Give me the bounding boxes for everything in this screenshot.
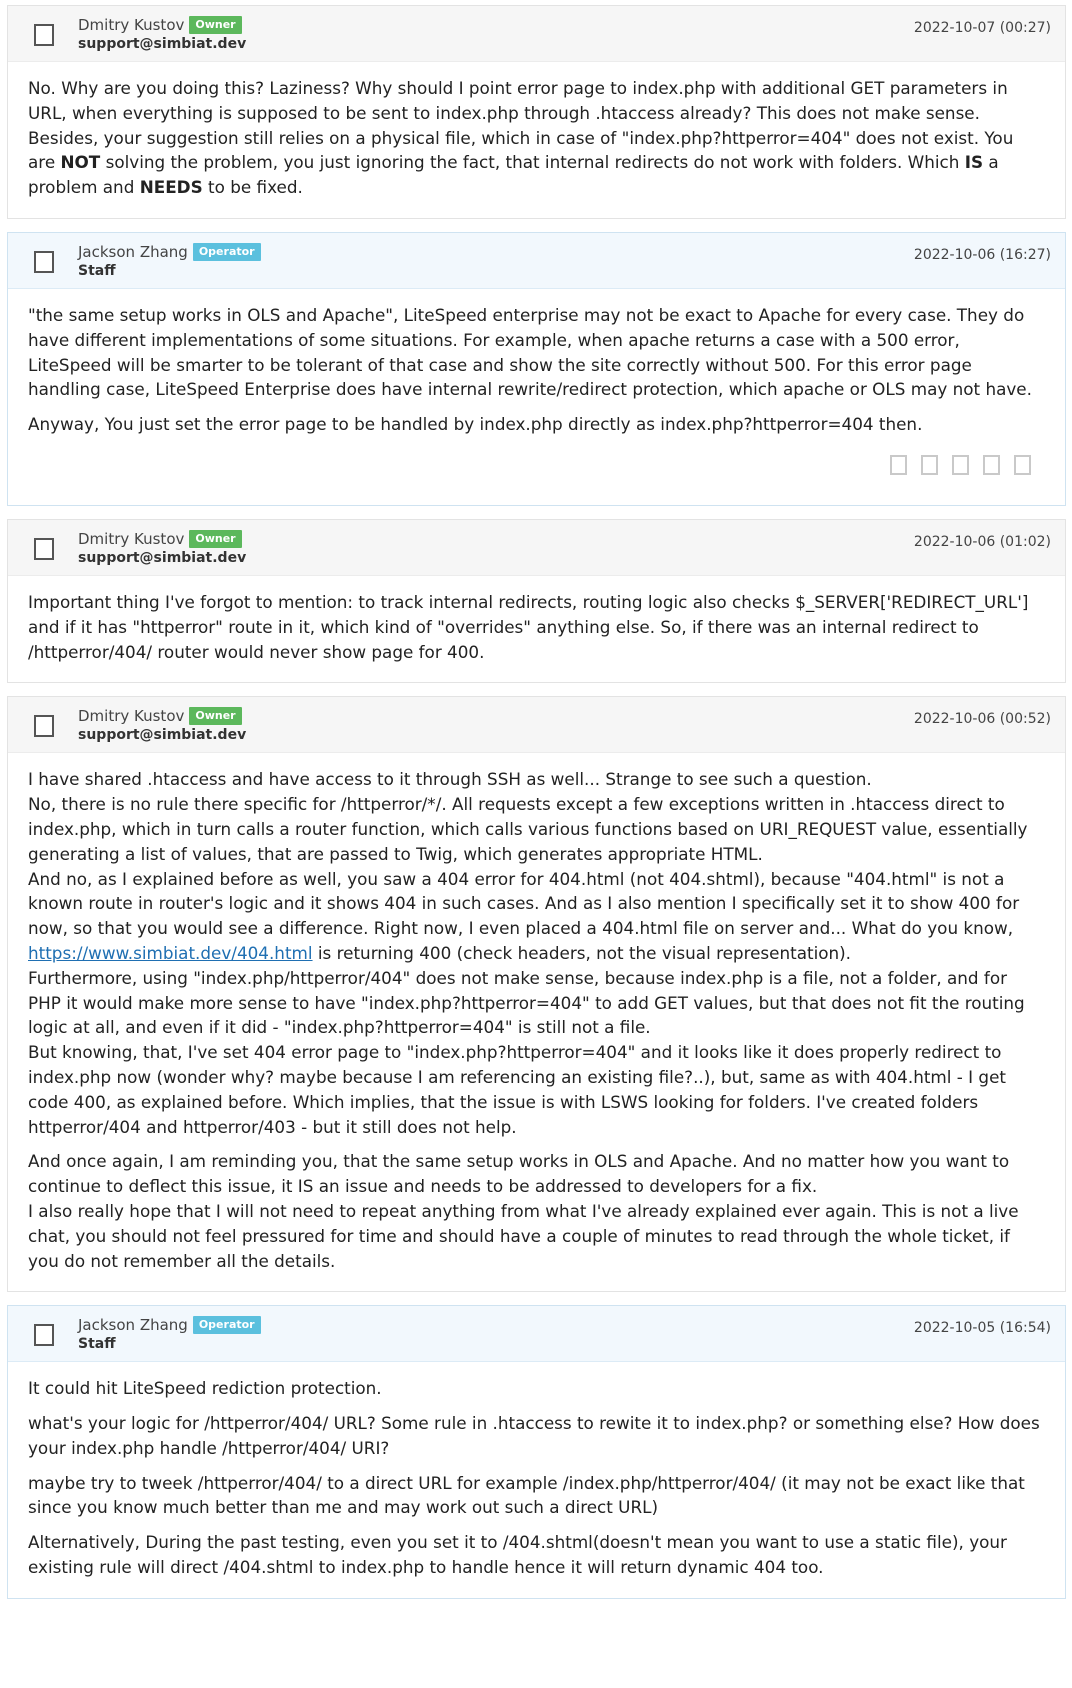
post-date: 2022-10-06 (16:27) [913, 246, 1051, 263]
post-date: 2022-10-06 (00:52) [913, 711, 1051, 728]
post [7, 696, 1066, 1292]
post-paragraph: Alternatively, During the past testing, even you set it to /404.shtml(doesn't mean you want to use a static file), your existing rule will direct /404.shtml to index.php to handle hence it will return dynamic 404 too. [28, 1532, 1007, 1578]
post-paragraph: It could hit LiteSpeed rediction protection. [28, 1378, 382, 1399]
post-date: 2022-10-06 (01:02) [913, 533, 1051, 550]
action-icon-5[interactable] [1014, 455, 1031, 475]
avatar [34, 1324, 54, 1346]
action-icon-3[interactable] [952, 455, 969, 475]
avatar [34, 715, 54, 737]
author-role: Staff [78, 1336, 116, 1353]
post-paragraph: Anyway, You just set the error page to be handled by index.php directly as index.php?httperror=404 then. [28, 414, 923, 435]
post-paragraph: "the same setup works in OLS and Apache", LiteSpeed enterprise may not be exact to Apache for every case. They do have different implementations of some situations. For example, when apache returns a case with a 500 error, LiteSpeed will be smarter to be tolerant of that case and show the site correctly without 500. For this error page handling case, LiteSpeed Enterprise does have internal rewrite/redirect protection, which apache or OLS may not have. [28, 304, 1032, 400]
post-header [8, 233, 1065, 289]
avatar [34, 538, 54, 560]
post-body [8, 1362, 1065, 1598]
action-icon-1[interactable] [890, 455, 907, 475]
post-body [8, 753, 1065, 1291]
author-name: Dmitry Kustov [78, 16, 185, 34]
avatar [34, 24, 54, 46]
author-name: Dmitry Kustov [78, 529, 185, 548]
post-body [8, 62, 1065, 218]
post-paragraph: I have shared .htaccess and have access to it through SSH as well... Strange to see such a question. No, there is no rule there specific for /httperror/*/. All requests except a few exceptions written in .htaccess direct to index.php, which in turn calls a router function, which calls various functions based on URI_REQUEST value, essentially generating a list of values, that are passed to Twig, which generates appropriate HTML. And no, as I explained before as well, you saw a 404 error for 404.html (not 404.shtml), because "404.html" is not a known route in router's logic and it shows 404 in such cases. And as I also mention I specifically set it to show 400 for now, so that you would see a difference. Right now, I even placed a 404.html file on server and... What do you know, https://www.simbiat.dev/404.html is returning 400 (check headers, not the visual representation). Furthermore, using "index.php/httperror/404" does not make sense, because index.php is a file, not a folder, and for PHP it would make more sense to have "index.php?httperror=404" to add GET values, but that does not fit the routing logic at all, and even if it did - "index.php?httperror=404" is still not a file. But knowing, that, I've set 404 error page to "index.php?httperror=404" and it looks like it does properly redirect to index.php now (wonder why? maybe because I am referencing an existing file?..), but, same as with 404.html - I get code 400, as explained before. Which implies, that the issue is with LSWS looking for folders. I've created folders httperror/404 and httperror/403 - but it still does not help. [28, 769, 1028, 1137]
post-body [8, 289, 1065, 445]
post-date: 2022-10-07 (00:27) [913, 20, 1051, 36]
author-name: Jackson Zhang [78, 242, 188, 261]
action-icon-4[interactable] [983, 455, 1000, 475]
role-badge: Owner [189, 16, 241, 34]
post-header [8, 697, 1065, 753]
author-name: Dmitry Kustov [78, 707, 185, 726]
post [7, 232, 1066, 506]
avatar [34, 251, 54, 273]
action-icon-2[interactable] [921, 455, 938, 475]
role-badge: Operator [193, 1316, 261, 1334]
post-paragraph: what's your logic for /httperror/404/ URL? Some rule in .htaccess to rewite it to index.php? or something else? How does your index.php handle /httperror/404/ URI? [28, 1413, 1040, 1458]
post-header [8, 6, 1065, 62]
post-body [8, 576, 1065, 682]
post [7, 519, 1066, 683]
post [7, 1305, 1066, 1599]
author-email: support@simbiat.dev [78, 727, 247, 744]
link-404-html[interactable]: https://www.simbiat.dev/404.html [28, 942, 313, 963]
post [7, 5, 1066, 219]
author-email: support@simbiat.dev [78, 549, 247, 566]
post-header [8, 1306, 1065, 1362]
post-paragraph: No. Why are you doing this? Laziness? Why should I point error page to index.php with additional GET parameters in URL, when everything is supposed to be sent to index.php through .htaccess already? This does not make sense. Besides, your suggestion still relies on a physical file, which in case of "index.php?httperror=404" does not exist. You are NOT solving the problem, you just ignoring the fact, that internal redirects do not work with folders. Which IS a problem and NEEDS to be fixed. [28, 78, 1014, 198]
role-badge: Owner [189, 530, 241, 548]
role-badge: Owner [189, 707, 241, 725]
author-role: Staff [78, 262, 116, 279]
post-paragraph: Important thing I've forgot to mention: to track internal redirects, routing logic also checks $_SERVER['REDIRECT_URL'] and if it has "httperror" route in it, which kind of "overrides" anything else. So, if there was an internal redirect to /httperror/404/ router would never show page for 400. [28, 591, 1029, 662]
role-badge: Operator [193, 243, 261, 261]
post-paragraph: maybe try to tweek /httperror/404/ to a direct URL for example /index.php/httperror/404/ (it may not be exact like that since you know much better than me and may work out such a direct URL) [28, 1472, 1025, 1518]
post-date: 2022-10-05 (16:54) [913, 1320, 1051, 1337]
post-header [8, 520, 1065, 576]
post-paragraph: And once again, I am reminding you, that the same setup works in OLS and Apache. And no matter how you want to continue to deflect this issue, it IS an issue and needs to be addressed to developers for a fix. I also really hope that I will not need to repeat anything from what I've already explained ever again. This is not a live chat, you should not feel pressured for time and should have a couple of minutes to read through the whole ticket, if you do not remember all the details. [28, 1151, 1019, 1271]
post-actions [8, 445, 1065, 505]
author-name: Jackson Zhang [78, 1316, 188, 1335]
author-email: support@simbiat.dev [78, 36, 247, 52]
